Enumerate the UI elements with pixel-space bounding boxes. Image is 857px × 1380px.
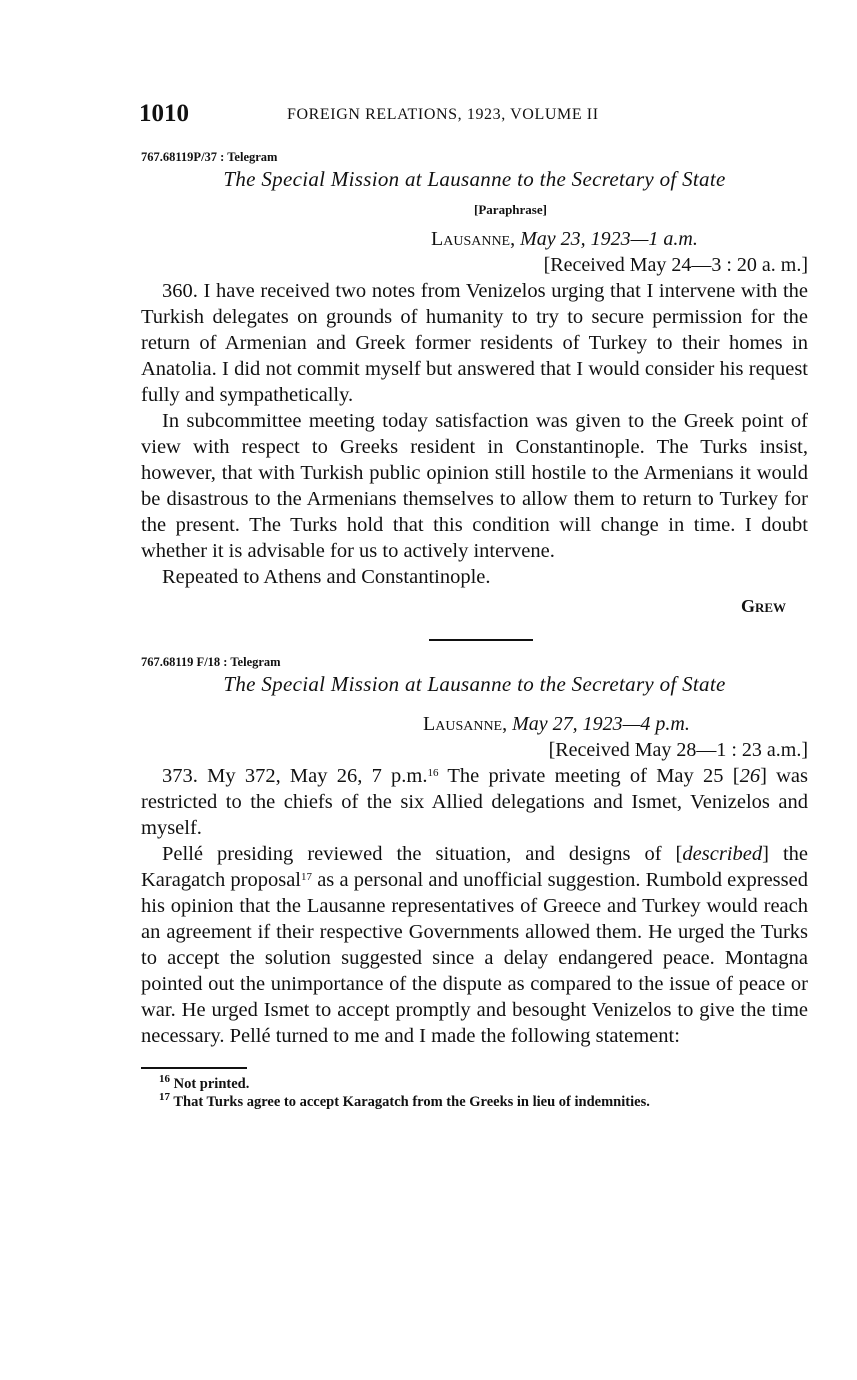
received-note: [Received May 28—1 : 23 a.m.] (548, 739, 808, 761)
footnote-ref: 17 (301, 871, 313, 883)
received-note: [Received May 24—3 : 20 a. m.] (543, 254, 808, 276)
file-reference: 767.68119 F/18 : Telegram (141, 655, 281, 669)
telegram-body (141, 278, 808, 590)
dateline (141, 226, 808, 252)
footnote (141, 1075, 808, 1093)
telegram-1 (141, 150, 808, 617)
text-run: ] the Karagatch proposal (141, 843, 808, 891)
text-run: described (682, 843, 763, 865)
running-head: FOREIGN RELATIONS, 1923, VOLUME II (287, 106, 599, 123)
text-run: as a personal and unofficial suggestion. Rumbold expressed his opinion that the Lausanne representatives of Greece and Turkey would reach an agreement if their respective Governments allowed them. He urged the Turks to accept the solution suggested since a delay endangered peace. Montagna pointed out the unimportance of the dispute as compared to the issue of peace or war. He urged Ismet to accept promptly and besought Venizelos to give the time necessary. Pellé turned to me and I made the following statement: (141, 869, 808, 1047)
footnote-rule (141, 1067, 247, 1069)
dateline-date: May 27, 1923—4 p.m. (512, 713, 690, 735)
footnotes (141, 1075, 808, 1111)
body-paragraph (141, 763, 808, 841)
telegram-2 (141, 655, 808, 1049)
footnote (141, 1093, 808, 1111)
dateline-place: Lausanne, (431, 228, 516, 250)
dateline (141, 711, 808, 737)
paraphrase-note: [Paraphrase] (474, 202, 547, 217)
section-divider (429, 639, 533, 641)
body-paragraph: 360. I have received two notes from Venizelos urging that I intervene with the Turkish delegates on grounds of humanity to try to secure permission for the return of Armenian and Greek former residents of Turkey to their homes in Anatolia. I did not commit myself but answered that I would consider his request fully and sympathetically. (141, 280, 808, 406)
body-paragraph (141, 841, 808, 1049)
document-heading: The Special Mission at Lausanne to the Secretary of State (223, 167, 726, 191)
footnote-text: That Turks agree to accept Karagatch from the Greeks in lieu of indemnities. (173, 1094, 650, 1110)
dateline-place: Lausanne, (423, 713, 508, 735)
document-heading: The Special Mission at Lausanne to the Secretary of State (223, 672, 726, 696)
body-paragraph: In subcommittee meeting today satisfaction was given to the Greek point of view with respect to Greeks resident in Constantinople. The Turks insist, however, that with Turkish public opinion still hostile to the Armenians it would be disastrous to the Armenians themselves to allow them to return to Turkey for the present. The Turks hold that this condition will change in time. I doubt whether it is advisable for us to actively intervene. (141, 410, 808, 562)
document-page (141, 100, 808, 1111)
page-number: 1010 (139, 100, 189, 127)
text-run: The private meeting of May 25 [ (438, 765, 740, 787)
page-header (141, 100, 808, 134)
footnote-text: Not printed. (173, 1076, 250, 1092)
dateline-date: May 23, 1923—1 a.m. (520, 228, 698, 250)
signature: Grew (740, 596, 786, 616)
text-run: ] was restricted to the chiefs of the six Allied delegations and Ismet, Venizelos and myself. (141, 765, 809, 839)
footnote-ref: 16 (427, 767, 439, 779)
footnote-mark: 17 (159, 1091, 170, 1103)
text-run: 26 (739, 765, 761, 787)
text-run: Pellé presiding reviewed the situation, and designs of [ (162, 843, 683, 865)
telegram-body (141, 763, 808, 1049)
footnote-mark: 16 (159, 1073, 170, 1085)
text-run: 373. My 372, May 26, 7 p.m. (162, 765, 428, 787)
body-paragraph: Repeated to Athens and Constantinople. (162, 566, 491, 588)
file-reference: 767.68119P/37 : Telegram (141, 150, 278, 164)
